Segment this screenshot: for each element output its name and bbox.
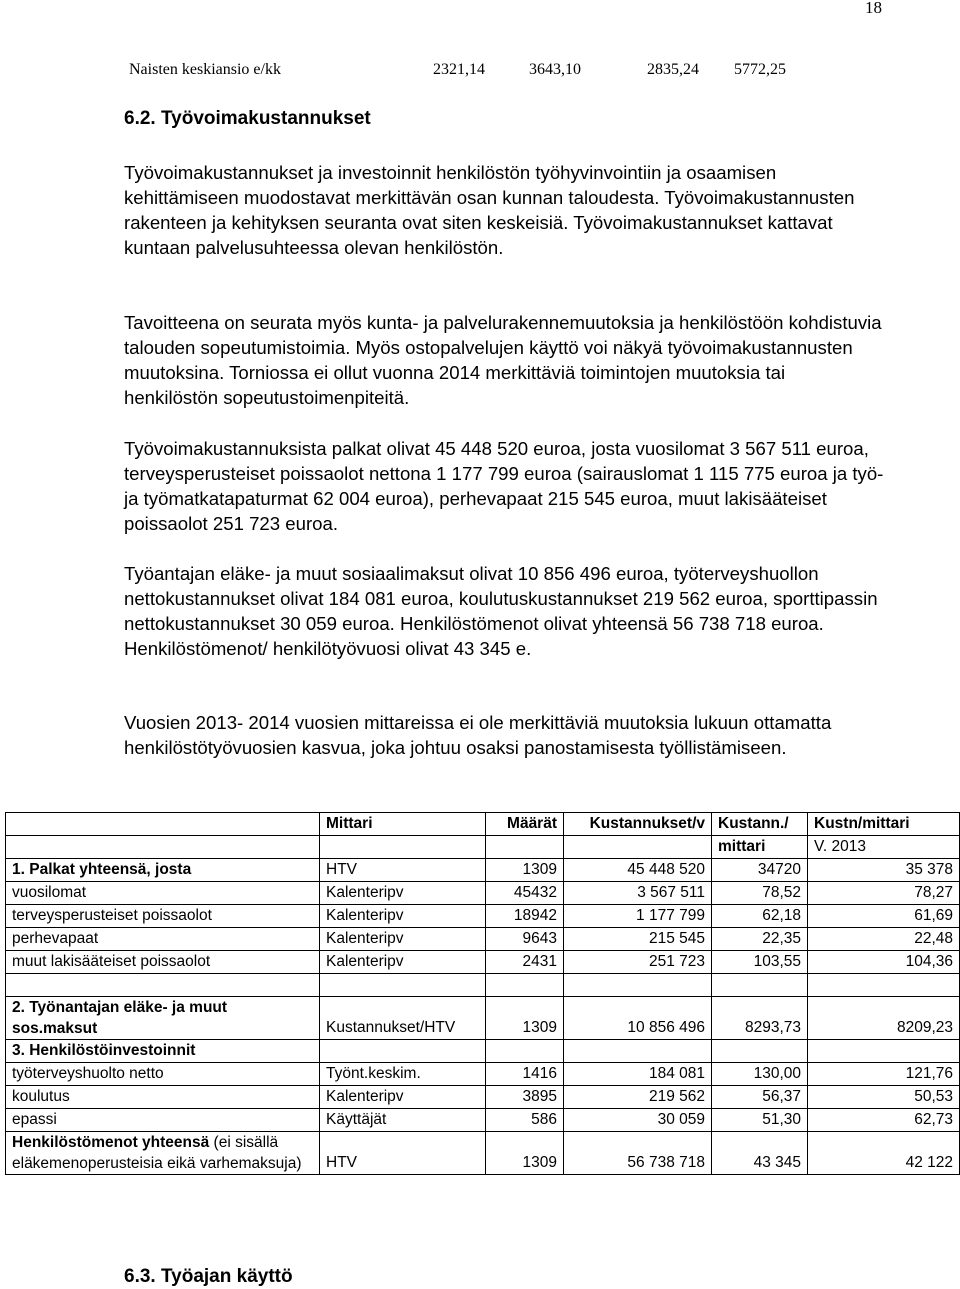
group-title: 3. Henkilöstöinvestoinnit — [6, 1040, 320, 1063]
table-row — [6, 882, 960, 905]
row-kustannukset: 56 738 718 — [564, 1132, 712, 1175]
section-heading-6-2: 6.2. Työvoimakustannukset — [124, 108, 371, 129]
table-row — [6, 905, 960, 928]
header-cell: Kustn/mittari — [808, 813, 960, 836]
row-v2013: 50,53 — [808, 1086, 960, 1109]
row-kustannukset: 3 567 511 — [564, 882, 712, 905]
total-name-note: (ei sisällä eläkemenoperusteisia eikä varhemaksuja) — [12, 1134, 302, 1172]
header-cell: Määrät — [486, 813, 564, 836]
row-maarat: 2431 — [486, 951, 564, 974]
table-row — [6, 1086, 960, 1109]
row-mittari: Kalenteripv — [320, 951, 486, 974]
row-kustannukset: 184 081 — [564, 1063, 712, 1086]
row-v2013: 62,73 — [808, 1109, 960, 1132]
row-v2013: 104,36 — [808, 951, 960, 974]
row-name: työterveyshuolto netto — [6, 1063, 320, 1086]
paragraph-4: Työantajan eläke- ja muut sosiaalimaksut olivat 10 856 496 euroa, työterveyshuollon nettokustannukset olivat 184 081 euroa, koulutuskustannukset 219 562 euroa, sporttipassin nettokustannukset 30 059 euroa. Henkilöstömenot olivat yhteensä 56 738 718 euroa. Henkilöstömenot/ henkilötyövuosi olivat 43 345 e. — [124, 563, 878, 659]
row-name: muut lakisääteiset poissaolot — [6, 951, 320, 974]
row-v2013: 78,27 — [808, 882, 960, 905]
row-maarat: 3895 — [486, 1086, 564, 1109]
row-name: epassi — [6, 1109, 320, 1132]
row-kustannukset: 215 545 — [564, 928, 712, 951]
row-mittari: HTV — [320, 1132, 486, 1175]
row-name: 1. Palkat yhteensä, josta — [6, 859, 320, 882]
row-value: 3643,10 — [529, 61, 581, 78]
row-value: 2321,14 — [433, 61, 485, 78]
table-row — [6, 928, 960, 951]
row-maarat: 18942 — [486, 905, 564, 928]
table-header-row — [6, 813, 960, 836]
table-row — [6, 859, 960, 882]
section-heading-6-3: 6.3. Työajan käyttö — [124, 1266, 293, 1287]
row-mittari: Kalenteripv — [320, 928, 486, 951]
row-kustannukset: 251 723 — [564, 951, 712, 974]
header-cell: V. 2013 — [808, 836, 960, 859]
row-name: perhevapaat — [6, 928, 320, 951]
header-cell: Kustann./ — [712, 813, 808, 836]
row-name: 2. Työnantajan eläke- ja muut sos.maksut — [6, 997, 320, 1040]
labour-cost-table — [5, 812, 960, 1175]
row-value: 5772,25 — [734, 61, 786, 78]
paragraph-5: Vuosien 2013- 2014 vuosien mittareissa ei ole merkittäviä muutoksia lukuun ottamatta henkilöstötyövuosien kasvua, joka johtuu osaksi panostamisesta työllistämiseen. — [124, 712, 832, 758]
header-cell: mittari — [712, 836, 808, 859]
row-label: Naisten keskiansio e/kk — [129, 61, 281, 78]
table-total-row — [6, 1132, 960, 1175]
row-name: koulutus — [6, 1086, 320, 1109]
row-per-mittari: 103,55 — [712, 951, 808, 974]
row-mittari: Työnt.keskim. — [320, 1063, 486, 1086]
table-row — [6, 997, 960, 1040]
table-spacer-row — [6, 974, 960, 997]
row-kustannukset: 219 562 — [564, 1086, 712, 1109]
total-name — [6, 1132, 320, 1175]
row-name: vuosilomat — [6, 882, 320, 905]
row-mittari: Kalenteripv — [320, 882, 486, 905]
row-v2013: 35 378 — [808, 859, 960, 882]
row-per-mittari: 62,18 — [712, 905, 808, 928]
table-row — [6, 951, 960, 974]
row-value: 2835,24 — [647, 61, 699, 78]
row-maarat: 1309 — [486, 1132, 564, 1175]
header-cell: Kustannukset/v — [564, 813, 712, 836]
row-mittari: HTV — [320, 859, 486, 882]
header-cell: Mittari — [320, 813, 486, 836]
row-maarat: 1416 — [486, 1063, 564, 1086]
row-per-mittari: 34720 — [712, 859, 808, 882]
row-name: terveysperusteiset poissaolot — [6, 905, 320, 928]
row-per-mittari: 8293,73 — [712, 997, 808, 1040]
row-v2013: 22,48 — [808, 928, 960, 951]
paragraph-2: Tavoitteena on seurata myös kunta- ja palvelurakennemuutoksia ja henkilöstöön kohdistuvia talouden sopeutumistoimia. Myös ostopalvelujen käyttö voi näkyä työvoimakustannusten muutoksina. Torniossa ei ollut vuonna 2014 merkittäviä toimintojen muutoksia tai henkilöstön sopeutustoimenpiteitä. — [124, 312, 882, 408]
row-maarat: 9643 — [486, 928, 564, 951]
row-kustannukset: 30 059 — [564, 1109, 712, 1132]
row-maarat: 1309 — [486, 859, 564, 882]
paragraph-3: Työvoimakustannuksista palkat olivat 45 448 520 euroa, josta vuosilomat 3 567 511 euroa, terveysperusteiset poissaolot nettona 1 177 799 euroa (sairauslomat 1 115 775 euroa ja työ- ja työmatkatapaturmat 62 004 euroa), perhevapaat 215 545 euroa, muut lakisääteiset poissaolot 251 723 euroa. — [124, 438, 884, 534]
paragraph-1: Työvoimakustannukset ja investoinnit henkilöstön työhyvinvointiin ja osaamisen kehittämiseen muodostavat merkittävän osan kunnan taloudesta. Työvoimakustannusten rakenteen ja kehityksen seuranta ovat siten keskeisiä. Työvoimakustannukset kattavat kuntaan palvelusuhteessa olevan henkilöstön. — [124, 162, 855, 258]
page-number: 18 — [865, 0, 882, 17]
table-row — [6, 1109, 960, 1132]
row-mittari: Kalenteripv — [320, 1086, 486, 1109]
row-maarat: 45432 — [486, 882, 564, 905]
total-name-bold: Henkilöstömenot yhteensä — [12, 1134, 210, 1151]
row-per-mittari: 22,35 — [712, 928, 808, 951]
row-v2013: 8209,23 — [808, 997, 960, 1040]
row-mittari: Käyttäjät — [320, 1109, 486, 1132]
row-per-mittari: 78,52 — [712, 882, 808, 905]
row-per-mittari: 51,30 — [712, 1109, 808, 1132]
row-mittari: Kalenteripv — [320, 905, 486, 928]
table-row — [6, 1063, 960, 1086]
row-maarat: 1309 — [486, 997, 564, 1040]
row-kustannukset: 1 177 799 — [564, 905, 712, 928]
row-kustannukset: 45 448 520 — [564, 859, 712, 882]
row-per-mittari: 56,37 — [712, 1086, 808, 1109]
table-row — [6, 1040, 960, 1063]
row-v2013: 42 122 — [808, 1132, 960, 1175]
row-per-mittari: 43 345 — [712, 1132, 808, 1175]
row-v2013: 61,69 — [808, 905, 960, 928]
row-kustannukset: 10 856 496 — [564, 997, 712, 1040]
row-mittari: Kustannukset/HTV — [320, 997, 486, 1040]
row-v2013: 121,76 — [808, 1063, 960, 1086]
row-per-mittari: 130,00 — [712, 1063, 808, 1086]
row-maarat: 586 — [486, 1109, 564, 1132]
table-header-row — [6, 836, 960, 859]
